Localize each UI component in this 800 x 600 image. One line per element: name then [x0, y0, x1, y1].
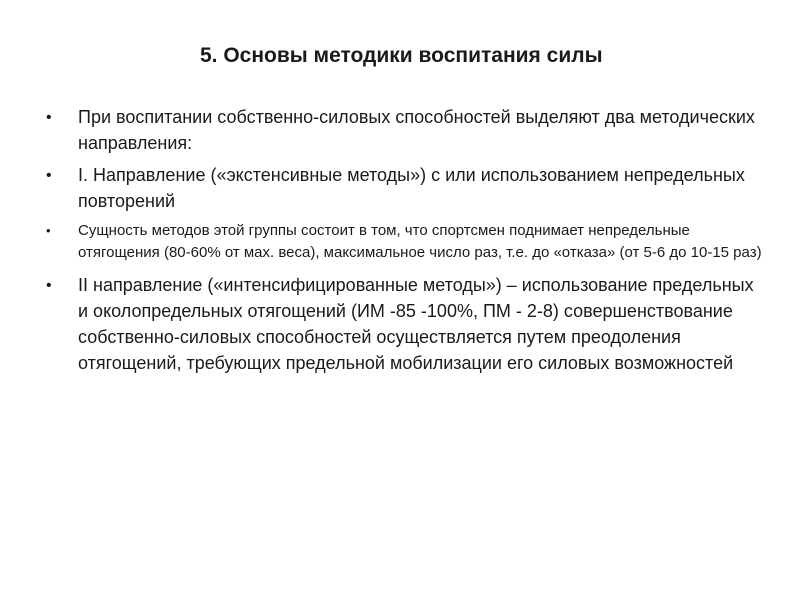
bullet-icon: •	[46, 277, 52, 294]
bullet-text: При воспитании собственно-силовых способностей выделяют два методических направления:	[78, 107, 755, 153]
bullet-item-methods-essence	[46, 220, 766, 264]
bullet-item-direction-one	[46, 162, 766, 214]
bullet-text: II направление («интенсифицированные методы») – использование предельных и околопредельных отягощений (ИМ -85 -100%, ПМ - 2-8) совершенствование собственно-силовых способностей осуществляется путем преодоления отягощений, требующих предельной мобилизации его силовых возможностей	[78, 275, 754, 373]
bullet-text: I. Направление («экстенсивные методы») с или использованием непредельных повторений	[78, 165, 745, 211]
bullet-item-two-directions	[46, 104, 766, 156]
bullet-icon: •	[46, 109, 52, 126]
slide-title: 5. Основы методики воспитания силы	[200, 44, 603, 67]
bullet-item-direction-two	[46, 272, 766, 376]
bullet-icon: •	[46, 167, 52, 184]
bullet-icon: •	[46, 223, 51, 238]
bullet-text: Сущность методов этой группы состоит в том, что спортсмен поднимает непредельные отягощения (80-60% от мах. веса), максимальное число раз, т.е. до «отказа» (от 5-6 до 10-15 раз)	[78, 222, 762, 261]
bullet-list	[46, 104, 766, 382]
